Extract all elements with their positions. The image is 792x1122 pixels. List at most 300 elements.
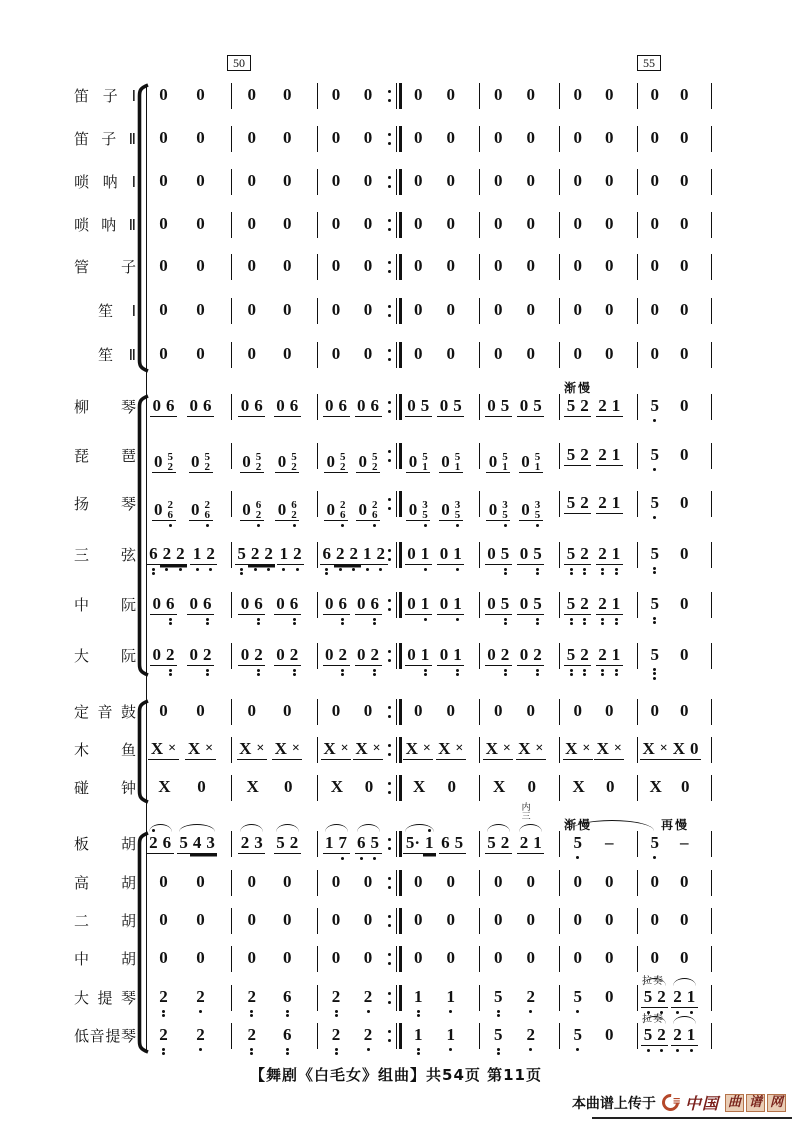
note: 0 bbox=[526, 701, 535, 720]
note-group bbox=[238, 833, 265, 854]
note: 1 bbox=[444, 987, 458, 1007]
measure bbox=[480, 126, 560, 152]
note: 0 bbox=[363, 872, 373, 891]
note: 0 bbox=[159, 256, 168, 275]
instrument-label: 中 阮 bbox=[74, 596, 136, 614]
slur-arc bbox=[179, 824, 216, 832]
note-group bbox=[524, 872, 538, 892]
instrument-label: 笙 Ⅱ bbox=[98, 346, 136, 364]
note-group bbox=[519, 445, 543, 473]
measure bbox=[480, 443, 560, 473]
note-group bbox=[281, 214, 295, 234]
note: 0 bbox=[573, 910, 582, 929]
note: 0 bbox=[405, 594, 419, 615]
measure bbox=[400, 699, 480, 725]
note: 1 bbox=[451, 645, 465, 666]
note: 3 bbox=[252, 833, 266, 854]
note: 2 6 bbox=[338, 493, 349, 521]
note: 0 bbox=[650, 872, 659, 891]
measure bbox=[143, 342, 232, 368]
measure bbox=[638, 394, 712, 420]
note-group bbox=[678, 214, 692, 234]
note-group bbox=[185, 739, 215, 760]
note: 2 bbox=[655, 1025, 669, 1046]
measure bbox=[480, 831, 560, 857]
note-group bbox=[361, 544, 388, 565]
note-group bbox=[275, 493, 299, 521]
note-group bbox=[157, 987, 171, 1007]
note-group bbox=[361, 171, 375, 191]
measure bbox=[400, 212, 480, 238]
instrument-label: 二 胡 bbox=[74, 912, 136, 930]
note: 0 bbox=[526, 872, 535, 891]
note-group bbox=[355, 396, 382, 417]
note: 0 bbox=[605, 948, 614, 967]
note: 6 bbox=[320, 544, 334, 565]
note-group bbox=[647, 777, 664, 797]
measure bbox=[638, 946, 712, 972]
note: 0 bbox=[363, 910, 373, 929]
note-group bbox=[329, 256, 343, 276]
note: 0 bbox=[485, 544, 499, 565]
note-group bbox=[641, 987, 668, 1008]
note-group bbox=[150, 396, 177, 417]
measure bbox=[560, 212, 638, 238]
note: 1 bbox=[361, 544, 375, 565]
note: 0 bbox=[446, 300, 455, 319]
note: 3 bbox=[204, 833, 218, 854]
note: 0 bbox=[356, 500, 370, 521]
note-group bbox=[571, 300, 585, 320]
note: 0 bbox=[363, 256, 373, 275]
note: X bbox=[563, 739, 580, 760]
note: 2 bbox=[291, 544, 305, 565]
staff-row bbox=[143, 491, 712, 525]
note: 1 bbox=[684, 1025, 698, 1046]
note-group bbox=[245, 256, 259, 276]
note: 0 bbox=[152, 500, 166, 521]
note: 2 6 bbox=[165, 493, 176, 521]
note-group bbox=[412, 256, 426, 276]
staff-row bbox=[143, 643, 712, 677]
note-group bbox=[596, 445, 623, 466]
note: 2 bbox=[287, 645, 301, 666]
note: 5 bbox=[571, 1025, 585, 1045]
note: 0 bbox=[364, 777, 374, 796]
note-group bbox=[603, 214, 617, 234]
note: × bbox=[166, 739, 179, 760]
note: X bbox=[493, 777, 506, 796]
note: 5 bbox=[485, 833, 499, 854]
note-group bbox=[603, 344, 617, 364]
note: 6 bbox=[252, 396, 266, 417]
note: 2 bbox=[329, 987, 343, 1007]
note-group bbox=[194, 256, 208, 276]
note: 0 bbox=[526, 171, 535, 190]
measure bbox=[232, 443, 318, 473]
note-group bbox=[281, 872, 295, 892]
note: X bbox=[483, 739, 500, 760]
note: 0 bbox=[494, 256, 503, 275]
note: 0 bbox=[159, 701, 168, 720]
note-group bbox=[648, 300, 662, 320]
note-group bbox=[439, 833, 466, 854]
note-group bbox=[603, 85, 617, 105]
note: 0 bbox=[573, 701, 582, 720]
note-group bbox=[517, 544, 544, 565]
note-group bbox=[678, 171, 692, 191]
note-group bbox=[329, 300, 343, 320]
note-group bbox=[648, 645, 662, 665]
note-group bbox=[444, 1025, 458, 1045]
note-group bbox=[437, 594, 464, 615]
staff-row bbox=[143, 1014, 712, 1057]
staff-row bbox=[143, 212, 712, 246]
note: 0 bbox=[247, 948, 256, 967]
note-group bbox=[324, 493, 348, 521]
note-group bbox=[492, 948, 506, 968]
instrument-label: 柳 琴 bbox=[74, 398, 136, 416]
instrument-label: 低 音 提 琴 bbox=[74, 1027, 136, 1045]
measure bbox=[318, 394, 400, 420]
note-group bbox=[281, 1025, 295, 1045]
measure bbox=[560, 254, 638, 280]
measure bbox=[318, 169, 400, 195]
note-group bbox=[492, 214, 506, 234]
note: 0 bbox=[446, 701, 455, 720]
note-group bbox=[152, 445, 176, 473]
note: 5 bbox=[235, 544, 249, 565]
note: 3 5 bbox=[532, 493, 543, 521]
measure bbox=[400, 1023, 480, 1049]
instrument-label: 琵 琶 bbox=[74, 447, 136, 465]
note: 0 bbox=[159, 300, 168, 319]
note-group bbox=[281, 777, 295, 797]
note: × bbox=[203, 739, 216, 760]
note-group bbox=[444, 85, 458, 105]
note: 0 bbox=[331, 300, 341, 319]
staff-row bbox=[143, 737, 712, 771]
note: 0 bbox=[196, 171, 205, 190]
measure bbox=[560, 83, 638, 109]
note: 5 bbox=[648, 645, 662, 665]
note: 0 bbox=[363, 214, 373, 233]
note: 0 bbox=[650, 128, 659, 147]
instrument-label: 管 子 bbox=[74, 258, 136, 276]
note-group bbox=[444, 300, 458, 320]
note-group bbox=[412, 128, 426, 148]
note-group bbox=[571, 948, 585, 968]
note: 0 bbox=[196, 85, 205, 104]
note-group bbox=[564, 594, 591, 615]
note-group bbox=[571, 171, 585, 191]
note: 0 bbox=[680, 344, 689, 363]
note-group bbox=[524, 701, 538, 721]
note: 5 bbox=[531, 594, 545, 615]
measure bbox=[638, 126, 712, 152]
note: 1 bbox=[609, 594, 623, 615]
note-group bbox=[594, 739, 624, 760]
watermark-brand-cn: 中国 bbox=[684, 1094, 719, 1113]
instrument-label: 大 阮 bbox=[74, 647, 136, 665]
note-group bbox=[678, 948, 692, 968]
note: 1 bbox=[277, 544, 291, 565]
note-group bbox=[571, 128, 585, 148]
note-group bbox=[641, 1025, 668, 1046]
note: 0 bbox=[274, 396, 288, 417]
note: 2 bbox=[578, 544, 592, 565]
note-group bbox=[157, 344, 171, 364]
note: 0 bbox=[650, 701, 659, 720]
note-group bbox=[524, 910, 538, 930]
measure bbox=[560, 491, 638, 517]
note-group bbox=[596, 645, 623, 666]
note: 0 bbox=[605, 344, 614, 363]
note-group bbox=[361, 85, 375, 105]
note: 0 bbox=[159, 948, 168, 967]
measure bbox=[400, 491, 480, 521]
note: – bbox=[680, 833, 689, 852]
note-group bbox=[406, 445, 430, 473]
staff-row bbox=[143, 443, 712, 477]
note-group bbox=[157, 1025, 171, 1045]
note: 0 bbox=[573, 128, 582, 147]
note: 0 bbox=[189, 500, 203, 521]
note: 0 bbox=[331, 948, 341, 967]
note-group bbox=[444, 910, 458, 930]
measure bbox=[232, 169, 318, 195]
note-group bbox=[281, 910, 295, 930]
note: 0 bbox=[150, 645, 164, 666]
measure bbox=[400, 643, 480, 669]
note-group bbox=[405, 594, 432, 615]
note: 0 bbox=[331, 872, 341, 891]
note-group bbox=[648, 544, 662, 564]
note: 2 bbox=[194, 987, 208, 1007]
note-group bbox=[194, 1025, 208, 1045]
note: X bbox=[237, 739, 254, 760]
note: 0 bbox=[414, 256, 423, 275]
note: 0 bbox=[650, 300, 659, 319]
note-group bbox=[571, 910, 585, 930]
note-group bbox=[485, 645, 512, 666]
instrument-label: 笛 子 Ⅱ bbox=[74, 130, 136, 148]
measure bbox=[400, 592, 480, 618]
note: 2 bbox=[368, 645, 382, 666]
measure bbox=[232, 83, 318, 109]
measure bbox=[638, 254, 712, 280]
note: 0 bbox=[605, 872, 614, 891]
instrument-label: 定 音 鼓 bbox=[74, 703, 136, 721]
note: 3 5 bbox=[420, 493, 431, 521]
note-group bbox=[678, 300, 692, 320]
note-group bbox=[245, 872, 259, 892]
measure bbox=[560, 394, 638, 420]
instrument-label: 笙 Ⅰ bbox=[98, 302, 136, 320]
note: 0 bbox=[414, 214, 423, 233]
note-group bbox=[187, 396, 214, 417]
note: X bbox=[403, 739, 420, 760]
note: 6 bbox=[164, 396, 178, 417]
note-group bbox=[244, 777, 261, 797]
measure bbox=[232, 775, 318, 801]
measure bbox=[480, 491, 560, 521]
measure bbox=[143, 831, 232, 857]
note: 2 bbox=[596, 493, 610, 514]
footer-title: 【舞剧《白毛女》组曲】共54页 第11页 bbox=[250, 1066, 542, 1084]
note: 0 bbox=[247, 256, 256, 275]
staff-row bbox=[143, 946, 712, 980]
note: 5 bbox=[531, 544, 545, 565]
note: 2 bbox=[194, 1025, 208, 1045]
note-group bbox=[516, 739, 546, 760]
note: 0 bbox=[526, 214, 535, 233]
note-group bbox=[245, 1025, 259, 1045]
note: 1 bbox=[323, 833, 337, 854]
note: 0 bbox=[405, 645, 419, 666]
note: 4 bbox=[190, 833, 204, 854]
note-group bbox=[240, 493, 264, 521]
note: 5 bbox=[452, 833, 466, 854]
note: 0 bbox=[605, 214, 614, 233]
note-group bbox=[281, 128, 295, 148]
measure bbox=[638, 342, 712, 368]
note-group bbox=[412, 344, 426, 364]
note: 0 bbox=[247, 128, 256, 147]
note: 0 bbox=[238, 594, 252, 615]
note-group bbox=[356, 493, 380, 521]
note: 0 bbox=[494, 171, 503, 190]
note-group bbox=[517, 396, 544, 417]
note: 0 bbox=[331, 701, 341, 720]
note-group bbox=[492, 701, 506, 721]
note-group bbox=[412, 85, 426, 105]
note: 2 bbox=[160, 544, 174, 565]
note-group bbox=[603, 128, 617, 148]
instrument-label: 笛 子 Ⅰ bbox=[74, 87, 136, 105]
note: 5 1 bbox=[532, 445, 543, 473]
note-group bbox=[444, 344, 458, 364]
measure bbox=[232, 737, 318, 763]
note: 2 bbox=[578, 445, 592, 466]
note-group bbox=[323, 645, 350, 666]
note-group bbox=[412, 171, 426, 191]
note: 0 bbox=[356, 452, 370, 473]
note: 0 bbox=[605, 171, 614, 190]
note: 2 bbox=[655, 987, 669, 1008]
note-group bbox=[564, 445, 591, 466]
note-group bbox=[596, 544, 623, 565]
note: 6 bbox=[287, 594, 301, 615]
measure bbox=[400, 542, 480, 568]
instrument-label: 三 弦 bbox=[74, 546, 136, 564]
note: 0 bbox=[526, 948, 535, 967]
note: 0 bbox=[650, 948, 659, 967]
note: 2 bbox=[204, 544, 218, 565]
note-group bbox=[245, 85, 259, 105]
measure bbox=[318, 1023, 400, 1049]
note: 6 bbox=[201, 594, 215, 615]
note: 0 bbox=[688, 739, 702, 760]
measure bbox=[638, 212, 712, 238]
note: 1 bbox=[418, 645, 432, 666]
note: 0 bbox=[573, 872, 582, 891]
measure bbox=[143, 169, 232, 195]
note-group bbox=[403, 833, 436, 854]
instrument-label: 唢 呐 Ⅱ bbox=[74, 216, 136, 234]
measure bbox=[318, 592, 400, 618]
note: 5 bbox=[177, 833, 191, 854]
measure bbox=[143, 985, 232, 1011]
note-group bbox=[603, 910, 617, 930]
note: 0 bbox=[486, 452, 500, 473]
note-group bbox=[564, 396, 591, 417]
note: 0 bbox=[331, 910, 341, 929]
note-group bbox=[403, 739, 433, 760]
note: 2 bbox=[578, 645, 592, 666]
note: 5 bbox=[451, 396, 465, 417]
note: 0 bbox=[446, 256, 455, 275]
note: 0 bbox=[159, 128, 168, 147]
note: 0 bbox=[526, 910, 535, 929]
measure bbox=[232, 394, 318, 420]
measure bbox=[143, 394, 232, 420]
note: 0 bbox=[650, 85, 659, 104]
note: X bbox=[436, 739, 453, 760]
annotation: 拉奏 bbox=[642, 1014, 664, 1025]
measure bbox=[318, 737, 400, 763]
measure bbox=[480, 254, 560, 280]
note-group bbox=[157, 701, 171, 721]
note: 0 bbox=[323, 645, 337, 666]
note-group bbox=[648, 85, 662, 105]
note: X bbox=[649, 777, 662, 796]
note: 2 bbox=[252, 645, 266, 666]
note-group bbox=[564, 645, 591, 666]
note-group bbox=[678, 445, 692, 465]
note: 2 bbox=[248, 544, 262, 565]
note: – bbox=[605, 833, 614, 852]
note: 0 bbox=[517, 396, 531, 417]
note-group bbox=[571, 987, 585, 1007]
note: 5 bbox=[492, 1025, 506, 1045]
measure bbox=[143, 1023, 232, 1049]
measure bbox=[560, 985, 638, 1011]
note: 2 bbox=[524, 1025, 538, 1045]
measure bbox=[560, 946, 638, 972]
note-group bbox=[492, 910, 506, 930]
note: 1 bbox=[418, 544, 432, 565]
measure bbox=[318, 946, 400, 972]
note: 0 bbox=[159, 85, 168, 104]
note: 0 bbox=[196, 948, 205, 967]
note: 2 bbox=[334, 544, 348, 565]
slur-arc bbox=[357, 824, 380, 832]
note: 1 bbox=[418, 594, 432, 615]
measure bbox=[480, 169, 560, 195]
note: 5 bbox=[648, 396, 662, 416]
note-group bbox=[436, 739, 466, 760]
note-group bbox=[571, 833, 585, 853]
measure bbox=[480, 592, 560, 618]
note-group bbox=[648, 344, 662, 364]
measure bbox=[232, 1023, 318, 1049]
annotation: 拉奏 bbox=[642, 976, 664, 987]
note-group bbox=[281, 256, 295, 276]
note: 0 bbox=[159, 872, 168, 891]
note-group bbox=[150, 594, 177, 615]
measure bbox=[480, 737, 560, 763]
